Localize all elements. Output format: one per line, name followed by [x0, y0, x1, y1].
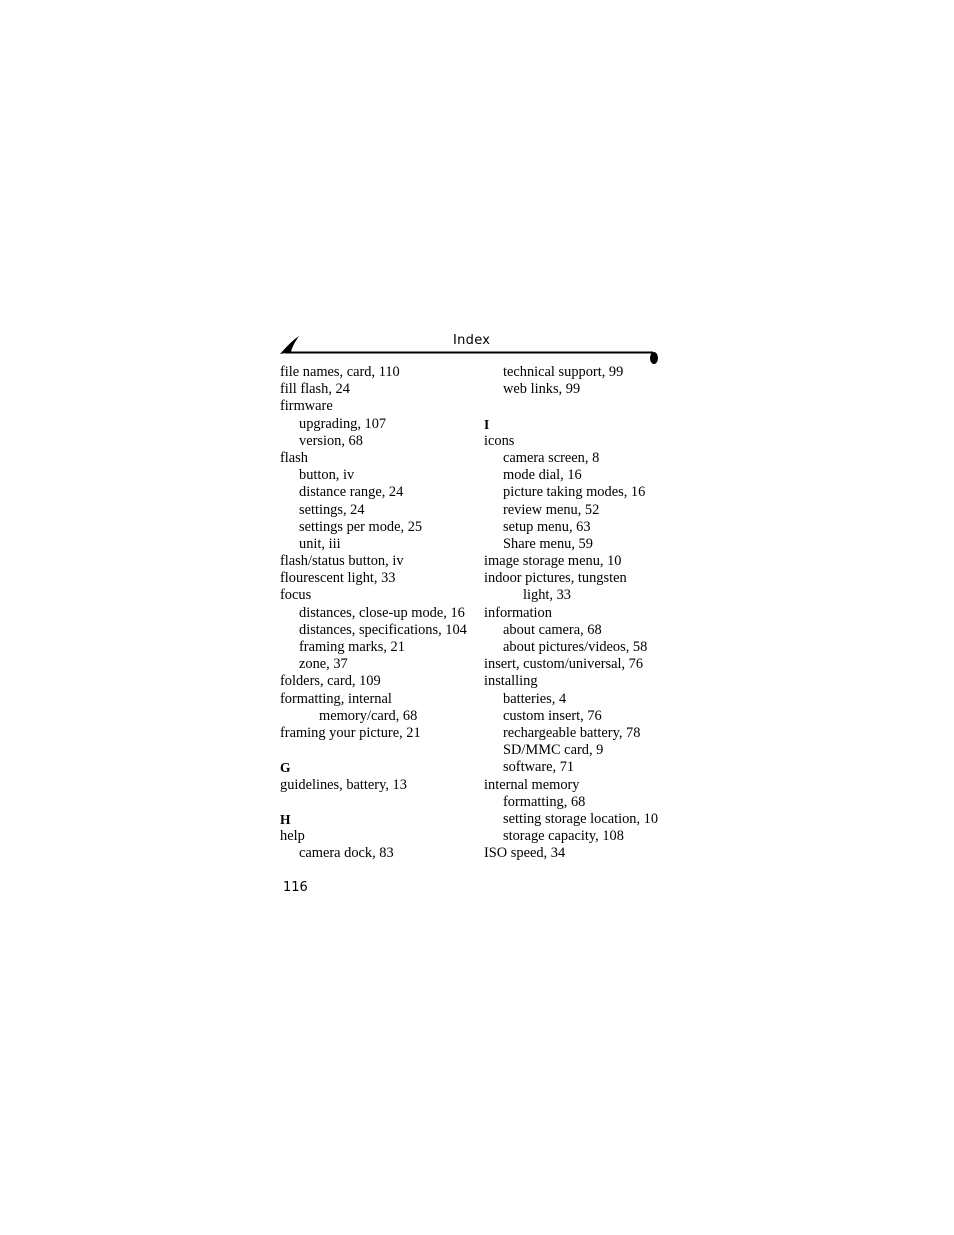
index-column-left	[280, 364, 480, 862]
index-entry: guidelines, battery, 13	[280, 776, 407, 793]
header-swoosh-icon	[280, 336, 299, 354]
index-subentry: storage capacity, 108	[503, 828, 624, 845]
index-subentry: about camera, 68	[503, 621, 602, 638]
index-subentry: picture taking modes, 16	[503, 484, 646, 501]
index-section-letter: H	[280, 811, 291, 827]
header-end-dot-icon	[650, 352, 658, 364]
index-entry: formatting, internal	[280, 690, 392, 707]
index-subentry: rechargeable battery, 78	[503, 724, 641, 741]
index-section-letter: I	[484, 416, 490, 432]
index-subentry: memory/card, 68	[319, 707, 418, 724]
index-subentry: setting storage location, 10	[503, 810, 659, 827]
index-entry: ISO speed, 34	[484, 845, 566, 862]
index-subentry: settings per mode, 25	[299, 518, 423, 535]
index-entry: flash	[280, 449, 308, 466]
index-subentry: unit, iii	[299, 535, 341, 552]
index-column-right	[484, 364, 684, 862]
index-entry: flash/status button, iv	[280, 553, 404, 570]
index-entry: insert, custom/universal, 76	[484, 656, 644, 673]
index-entry: firmware	[280, 398, 333, 415]
index-subentry: version, 68	[299, 432, 363, 449]
index-entry: information	[484, 604, 552, 621]
index-subentry: software, 71	[503, 759, 575, 776]
page-title: Index	[453, 333, 491, 348]
index-subentry: zone, 37	[299, 656, 348, 673]
index-subentry: review menu, 52	[503, 501, 600, 518]
index-entry: installing	[484, 673, 538, 690]
spacer	[280, 794, 480, 811]
index-entry: file names, card, 110	[280, 364, 400, 380]
page-number: 116	[283, 880, 308, 895]
index-subentry: camera dock, 83	[299, 845, 394, 862]
index-subentry: mode dial, 16	[503, 467, 582, 484]
page-header	[279, 330, 661, 366]
index-entry: fill flash, 24	[280, 381, 350, 398]
index-subentry: custom insert, 76	[503, 707, 602, 724]
index-subentry: settings, 24	[299, 501, 365, 518]
index-entry: image storage menu, 10	[484, 553, 622, 570]
index-subentry: distances, close-up mode, 16	[299, 604, 465, 621]
index-subentry: distance range, 24	[299, 484, 404, 501]
index-subentry: button, iv	[299, 467, 355, 484]
index-subentry: SD/MMC card, 9	[503, 742, 604, 759]
index-subentry: distances, specifications, 104	[299, 621, 467, 638]
index-entry: icons	[484, 432, 515, 449]
index-entry: internal memory	[484, 776, 580, 793]
index-subentry: Share menu, 59	[503, 535, 593, 552]
spacer	[280, 742, 480, 759]
index-subentry: camera screen, 8	[503, 449, 600, 466]
index-subentry: framing marks, 21	[299, 639, 405, 655]
index-subentry: upgrading, 107	[299, 415, 387, 432]
spacer	[484, 398, 684, 415]
index-entry: framing your picture, 21	[280, 724, 421, 741]
index-section-letter: G	[280, 760, 291, 776]
index-entry: indoor pictures, tungsten	[484, 570, 627, 587]
index-subentry: formatting, 68	[503, 793, 586, 810]
index-entry: focus	[280, 587, 312, 604]
index-subentry: batteries, 4	[503, 690, 567, 707]
index-entry: flourescent light, 33	[280, 570, 396, 587]
index-entry: folders, card, 109	[280, 673, 381, 690]
index-subentry: about pictures/videos, 58	[503, 639, 648, 655]
index-subentry: light, 33	[523, 587, 571, 604]
index-subentry: web links, 99	[503, 381, 581, 398]
index-subentry: setup menu, 63	[503, 518, 591, 535]
index-subentry: technical support, 99	[503, 364, 624, 380]
index-entry: help	[280, 828, 305, 845]
